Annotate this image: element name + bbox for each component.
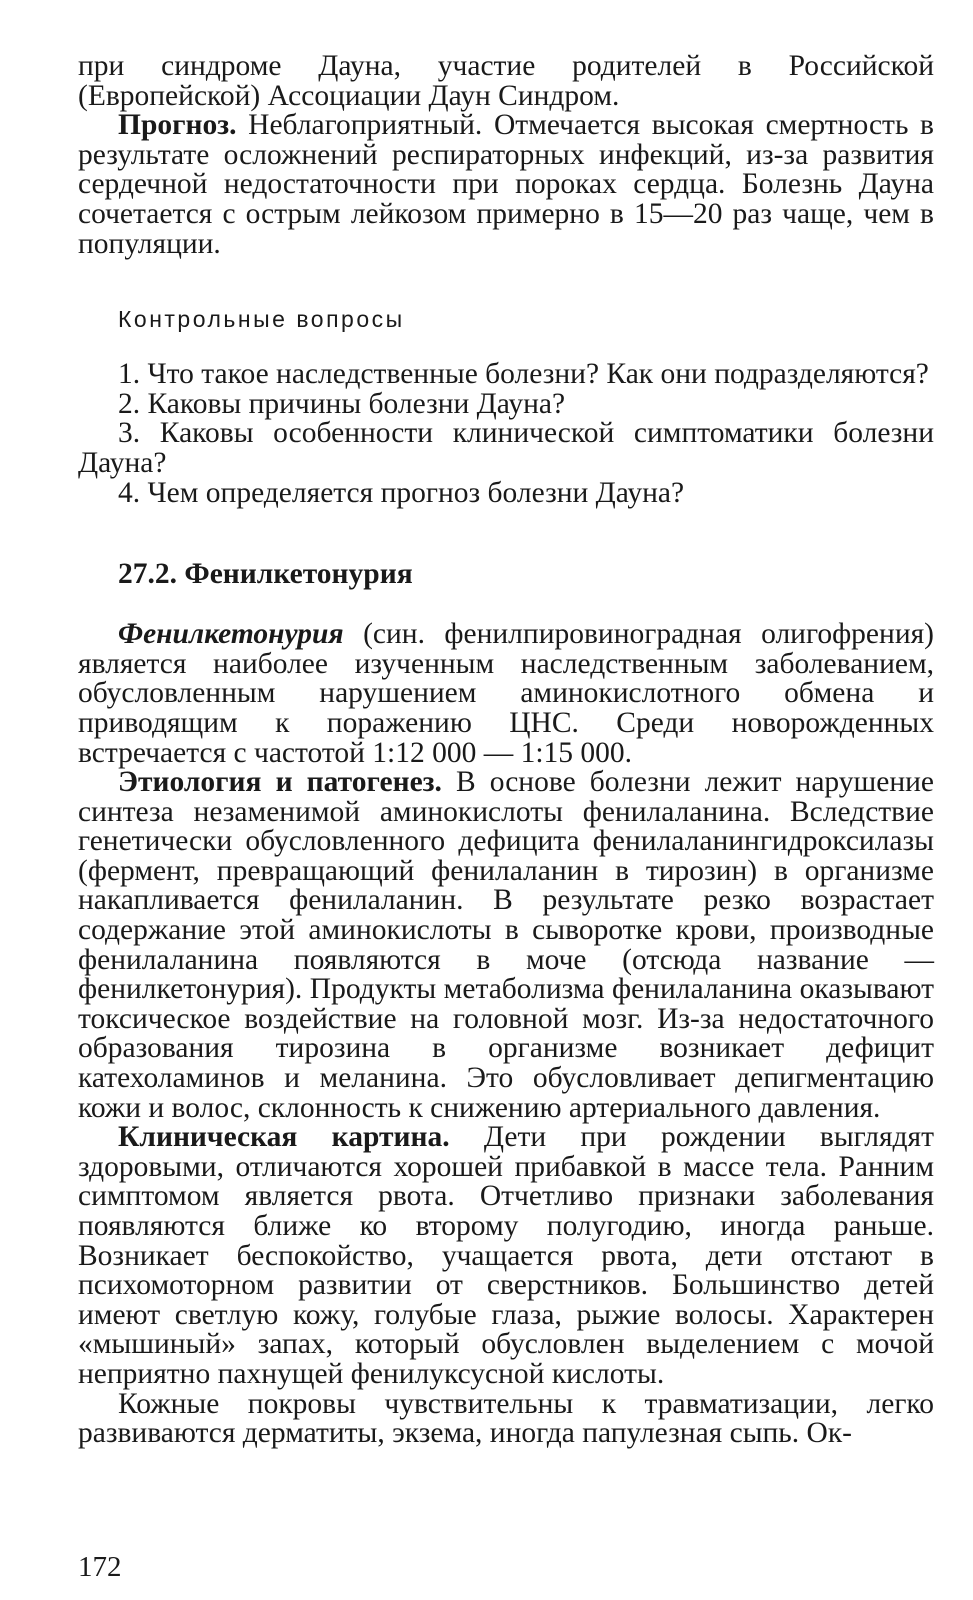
control-questions-heading: Контрольные вопросы (118, 306, 405, 333)
prognosis-label: Прогноз. (118, 109, 237, 142)
prognosis-text: Неблагоприятный. Отмечается высокая смертность в результате осложнений респираторных инфекций, из-за развития сердечной недостаточности при пороках сердца. Болезнь Дауна сочетается с острым лейкозом примерно в 15—20 раз чаще, чем в популяции. (78, 109, 934, 260)
etiology-text: В основе болезни лежит нарушение синтеза незаменимой аминокислоты фенилаланина. Вследствие генетически обусловленного дефицита фенилаланингидроксилазы (фермент, превращающий фенилаланин в тирозин) в организме накапливается фенилаланин. В результате резко возрастает содержание этой аминокислоты в сыворотке крови, производные фенилаланина появляются в моче (отсюда название — фенилкетонурия). Продукты метаболизма фенилаланина оказывают токсическое воздействие на головной мозг. Из-за недостаточного образования тирозина в организме возникает дефицит катехоламинов и меланина. Это обусловливает депигментацию кожи и волос, склонность к снижению артериального давления. (78, 766, 934, 1124)
skin-paragraph: Кожные покровы чувствительны к травматизации, легко развиваются дерматиты, экзема, иногда папулезная сыпь. Ок- (78, 1387, 934, 1450)
question-item: 2. Каковы причины болезни Дауна? (118, 387, 566, 420)
section-title: 27.2. Фенилкетонурия (118, 558, 413, 591)
definition-text: (син. фенилпировиноградная олигофрения) является наиболее изученным наследственным заболеванием, обусловленным нарушением аминокислотного обмена и приводящим к поражению ЦНС. Среди новорожденных встречается с частотой 1:12 000 — 1:15 000. (78, 618, 934, 769)
clinical-label: Клиническая картина. (118, 1121, 450, 1154)
intro-paragraph: при синдроме Дауна, участие родителей в Российской (Европейской) Ассоциации Даун Синдром. (78, 50, 934, 112)
document-page (78, 52, 934, 1449)
question-item: 3. Каковы особенности клинической симптоматики болезни Дауна? (78, 417, 934, 479)
etiology-label: Этиология и патогенез. (118, 766, 442, 799)
question-item: 1. Что такое наследственные болезни? Как они подразделяются? (118, 358, 929, 391)
clinical-text: Дети при рождении выглядят здоровыми, отличаются хорошей прибавкой в массе тела. Ранним симптомом является рвота. Отчетливо признаки заболевания появляются ближе ко второму полугодию, иногда раньше. Возникает беспокойство, учащается рвота, дети отстают в психомоторном развитии от сверстников. Большинство детей имеют светлую кожу, голубые глаза, рыжие волосы. Характерен «мышиный» запах, который обусловлен выделением с мочой неприятно пахнущей фенилуксусной кислоты. (78, 1121, 934, 1390)
clinical-paragraph (78, 1123, 934, 1389)
page-number: 172 (78, 1551, 122, 1583)
etiology-paragraph (78, 768, 934, 1123)
control-questions-list (78, 360, 934, 508)
question-item: 4. Чем определяется прогноз болезни Дауна? (118, 476, 685, 509)
definition-paragraph (78, 620, 934, 768)
prognosis-paragraph (78, 111, 934, 259)
definition-term: Фенилкетонурия (118, 618, 344, 651)
